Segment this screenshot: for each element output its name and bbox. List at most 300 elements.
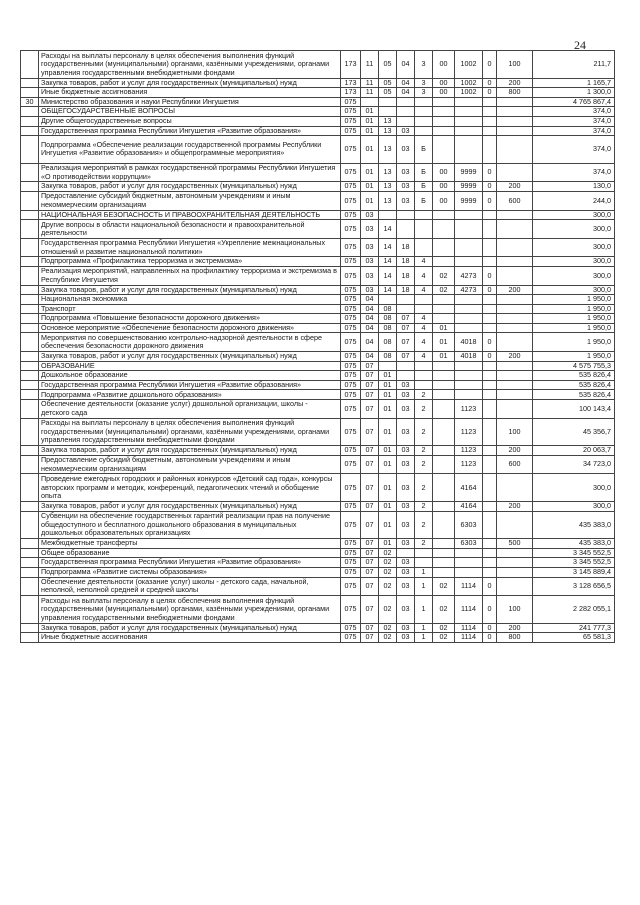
amount: 1 165,7 bbox=[533, 78, 615, 88]
code-main-activity bbox=[433, 455, 455, 474]
code-subsection: 02 bbox=[379, 558, 397, 568]
amount: 211,7 bbox=[533, 51, 615, 79]
code-direction: 4273 bbox=[455, 285, 483, 295]
code-main-activity bbox=[433, 136, 455, 164]
code-zero bbox=[483, 210, 497, 220]
code-program bbox=[397, 548, 415, 558]
code-subsection: 13 bbox=[379, 182, 397, 192]
code-subsection: 14 bbox=[379, 266, 397, 285]
table-row bbox=[21, 210, 615, 220]
amount: 1 950,0 bbox=[533, 314, 615, 324]
code-grbs: 075 bbox=[341, 210, 361, 220]
code-grbs: 173 bbox=[341, 78, 361, 88]
code-zero bbox=[483, 126, 497, 136]
row-number bbox=[21, 285, 39, 295]
amount: 20 063,7 bbox=[533, 446, 615, 456]
row-number bbox=[21, 371, 39, 381]
code-subprogram bbox=[415, 116, 433, 126]
code-main-activity bbox=[433, 257, 455, 267]
code-program: 03 bbox=[397, 596, 415, 624]
code-section: 07 bbox=[361, 558, 379, 568]
amount: 374,0 bbox=[533, 107, 615, 117]
code-zero: 0 bbox=[483, 333, 497, 352]
expense-name: Обеспечение деятельности (оказание услуг) дошкольной организации, школы - детского сада bbox=[39, 400, 341, 419]
code-program bbox=[397, 304, 415, 314]
code-subsection bbox=[379, 97, 397, 107]
code-section: 04 bbox=[361, 295, 379, 305]
row-number bbox=[21, 323, 39, 333]
code-expense-type bbox=[497, 333, 533, 352]
code-section: 07 bbox=[361, 371, 379, 381]
expense-name: Государственная программа Республики Ингушетия «Развитие образования» bbox=[39, 380, 341, 390]
code-expense-type bbox=[497, 323, 533, 333]
code-zero bbox=[483, 257, 497, 267]
row-number bbox=[21, 446, 39, 456]
code-grbs: 075 bbox=[341, 182, 361, 192]
amount: 1 300,0 bbox=[533, 88, 615, 98]
amount: 2 282 055,1 bbox=[533, 596, 615, 624]
code-subsection: 01 bbox=[379, 539, 397, 549]
amount: 4 765 867,4 bbox=[533, 97, 615, 107]
code-section: 03 bbox=[361, 210, 379, 220]
table-row bbox=[21, 295, 615, 305]
code-main-activity: 01 bbox=[433, 333, 455, 352]
expense-name: Подпрограмма «Повышение безопасности дорожного движения» bbox=[39, 314, 341, 324]
code-subprogram: Б bbox=[415, 136, 433, 164]
code-subsection: 01 bbox=[379, 502, 397, 512]
code-grbs: 075 bbox=[341, 238, 361, 257]
code-zero: 0 bbox=[483, 633, 497, 643]
code-zero bbox=[483, 446, 497, 456]
code-direction bbox=[455, 304, 483, 314]
code-direction: 1114 bbox=[455, 596, 483, 624]
expense-name: Закупка товаров, работ и услуг для государственных (муниципальных) нужд bbox=[39, 285, 341, 295]
code-subsection: 01 bbox=[379, 511, 397, 539]
code-zero: 0 bbox=[483, 163, 497, 182]
code-grbs: 075 bbox=[341, 126, 361, 136]
row-number bbox=[21, 333, 39, 352]
amount: 300,0 bbox=[533, 502, 615, 512]
code-expense-type bbox=[497, 257, 533, 267]
code-expense-type bbox=[497, 400, 533, 419]
code-program: 07 bbox=[397, 333, 415, 352]
row-number bbox=[21, 596, 39, 624]
amount: 1 950,0 bbox=[533, 304, 615, 314]
code-expense-type bbox=[497, 314, 533, 324]
code-program bbox=[397, 107, 415, 117]
code-main-activity bbox=[433, 548, 455, 558]
code-direction bbox=[455, 567, 483, 577]
code-zero bbox=[483, 390, 497, 400]
code-grbs: 075 bbox=[341, 502, 361, 512]
table-row bbox=[21, 352, 615, 362]
code-direction bbox=[455, 220, 483, 239]
code-subsection: 13 bbox=[379, 163, 397, 182]
code-subsection: 08 bbox=[379, 352, 397, 362]
row-number bbox=[21, 511, 39, 539]
code-direction bbox=[455, 361, 483, 371]
code-expense-type bbox=[497, 380, 533, 390]
amount: 300,0 bbox=[533, 474, 615, 502]
row-number bbox=[21, 210, 39, 220]
code-grbs: 075 bbox=[341, 220, 361, 239]
code-main-activity bbox=[433, 400, 455, 419]
code-expense-type: 100 bbox=[497, 51, 533, 79]
code-subsection: 01 bbox=[379, 474, 397, 502]
amount: 100 143,4 bbox=[533, 400, 615, 419]
code-main-activity bbox=[433, 116, 455, 126]
amount: 300,0 bbox=[533, 238, 615, 257]
code-program: 18 bbox=[397, 238, 415, 257]
expense-name: ОБЩЕГОСУДАРСТВЕННЫЕ ВОПРОСЫ bbox=[39, 107, 341, 117]
code-main-activity bbox=[433, 220, 455, 239]
code-direction: 9999 bbox=[455, 182, 483, 192]
code-program: 04 bbox=[397, 78, 415, 88]
code-expense-type bbox=[497, 220, 533, 239]
code-main-activity: 00 bbox=[433, 182, 455, 192]
code-zero bbox=[483, 361, 497, 371]
table-row bbox=[21, 182, 615, 192]
code-section: 11 bbox=[361, 51, 379, 79]
code-subprogram: 4 bbox=[415, 314, 433, 324]
expense-name: Субвенции на обеспечение государственных гарантий реализации прав на получение общедоступного и бесплатного дошкольного образования в муниципальных дошкольных образовательных организациях bbox=[39, 511, 341, 539]
table-row bbox=[21, 633, 615, 643]
code-direction bbox=[455, 126, 483, 136]
code-zero bbox=[483, 539, 497, 549]
row-number bbox=[21, 361, 39, 371]
table-row bbox=[21, 418, 615, 446]
amount: 535 826,4 bbox=[533, 380, 615, 390]
code-main-activity: 02 bbox=[433, 623, 455, 633]
code-zero: 0 bbox=[483, 182, 497, 192]
expense-name: Другие общегосударственные вопросы bbox=[39, 116, 341, 126]
expense-name: Дошкольное образование bbox=[39, 371, 341, 381]
expense-name: Закупка товаров, работ и услуг для государственных (муниципальных) нужд bbox=[39, 182, 341, 192]
amount: 34 723,0 bbox=[533, 455, 615, 474]
code-grbs: 075 bbox=[341, 314, 361, 324]
row-number bbox=[21, 78, 39, 88]
row-number bbox=[21, 107, 39, 117]
code-program: 03 bbox=[397, 623, 415, 633]
code-subsection bbox=[379, 361, 397, 371]
code-subprogram: 1 bbox=[415, 577, 433, 596]
code-subprogram bbox=[415, 304, 433, 314]
code-zero bbox=[483, 567, 497, 577]
code-subsection: 01 bbox=[379, 380, 397, 390]
expense-name: Закупка товаров, работ и услуг для государственных (муниципальных) нужд bbox=[39, 502, 341, 512]
code-subprogram bbox=[415, 361, 433, 371]
expense-name: Закупка товаров, работ и услуг для государственных (муниципальных) нужд bbox=[39, 78, 341, 88]
code-grbs: 075 bbox=[341, 191, 361, 210]
code-program: 03 bbox=[397, 446, 415, 456]
code-section: 11 bbox=[361, 78, 379, 88]
code-expense-type bbox=[497, 97, 533, 107]
code-program bbox=[397, 371, 415, 381]
amount: 300,0 bbox=[533, 285, 615, 295]
row-number bbox=[21, 238, 39, 257]
expense-name: Расходы на выплаты персоналу в целях обеспечения выполнения функций государственными (муниципальными) органами, казёнными учреждениями, органами управления государственными внебюджетными фондами bbox=[39, 596, 341, 624]
code-subsection: 13 bbox=[379, 136, 397, 164]
row-number bbox=[21, 314, 39, 324]
code-grbs: 075 bbox=[341, 116, 361, 126]
table-row bbox=[21, 623, 615, 633]
code-subsection: 02 bbox=[379, 567, 397, 577]
code-subprogram: 4 bbox=[415, 285, 433, 295]
code-subsection: 01 bbox=[379, 455, 397, 474]
amount: 374,0 bbox=[533, 116, 615, 126]
expense-name: Основное мероприятие «Обеспечение безопасности дорожного движения» bbox=[39, 323, 341, 333]
code-main-activity: 00 bbox=[433, 78, 455, 88]
code-zero bbox=[483, 220, 497, 239]
code-zero: 0 bbox=[483, 352, 497, 362]
code-section: 07 bbox=[361, 361, 379, 371]
code-main-activity bbox=[433, 314, 455, 324]
table-row bbox=[21, 539, 615, 549]
code-program: 07 bbox=[397, 323, 415, 333]
code-section: 01 bbox=[361, 126, 379, 136]
row-number bbox=[21, 558, 39, 568]
code-expense-type: 200 bbox=[497, 182, 533, 192]
row-number bbox=[21, 88, 39, 98]
code-subprogram bbox=[415, 295, 433, 305]
code-grbs: 075 bbox=[341, 567, 361, 577]
code-section: 07 bbox=[361, 623, 379, 633]
code-subsection: 02 bbox=[379, 633, 397, 643]
code-direction bbox=[455, 107, 483, 117]
code-subsection: 14 bbox=[379, 220, 397, 239]
code-expense-type: 200 bbox=[497, 502, 533, 512]
expense-name: Государственная программа Республики Ингушетия «Развитие образования» bbox=[39, 126, 341, 136]
code-zero bbox=[483, 97, 497, 107]
expense-name: Государственная программа Республики Ингушетия «Развитие образования» bbox=[39, 558, 341, 568]
code-program: 18 bbox=[397, 257, 415, 267]
table-row bbox=[21, 380, 615, 390]
table-row bbox=[21, 371, 615, 381]
code-section: 01 bbox=[361, 191, 379, 210]
code-direction bbox=[455, 380, 483, 390]
code-subprogram: 2 bbox=[415, 390, 433, 400]
code-expense-type: 100 bbox=[497, 596, 533, 624]
code-subprogram: Б bbox=[415, 182, 433, 192]
code-grbs: 075 bbox=[341, 558, 361, 568]
code-section: 01 bbox=[361, 136, 379, 164]
amount: 3 345 552,5 bbox=[533, 548, 615, 558]
code-grbs: 075 bbox=[341, 333, 361, 352]
code-main-activity: 00 bbox=[433, 163, 455, 182]
code-section: 07 bbox=[361, 511, 379, 539]
expense-name: Мероприятия по совершенствованию контрольно-надзорной деятельности в сфере обеспечения безопасности дорожного движения bbox=[39, 333, 341, 352]
code-expense-type bbox=[497, 371, 533, 381]
table-row bbox=[21, 257, 615, 267]
code-subprogram bbox=[415, 210, 433, 220]
code-main-activity bbox=[433, 474, 455, 502]
code-program: 03 bbox=[397, 511, 415, 539]
code-section: 07 bbox=[361, 577, 379, 596]
code-subsection: 14 bbox=[379, 285, 397, 295]
code-zero: 0 bbox=[483, 596, 497, 624]
table-row bbox=[21, 558, 615, 568]
table-row bbox=[21, 314, 615, 324]
code-section: 11 bbox=[361, 88, 379, 98]
code-section: 07 bbox=[361, 548, 379, 558]
expense-name: Иные бюджетные ассигнования bbox=[39, 88, 341, 98]
code-program: 03 bbox=[397, 126, 415, 136]
code-main-activity bbox=[433, 390, 455, 400]
row-number bbox=[21, 163, 39, 182]
code-subprogram: 4 bbox=[415, 323, 433, 333]
code-program: 03 bbox=[397, 539, 415, 549]
table-row bbox=[21, 136, 615, 164]
code-program: 03 bbox=[397, 191, 415, 210]
code-zero bbox=[483, 400, 497, 419]
code-grbs: 075 bbox=[341, 400, 361, 419]
code-section: 04 bbox=[361, 333, 379, 352]
code-subsection: 13 bbox=[379, 116, 397, 126]
code-subsection: 14 bbox=[379, 238, 397, 257]
code-grbs: 075 bbox=[341, 474, 361, 502]
code-direction: 1002 bbox=[455, 88, 483, 98]
code-grbs: 075 bbox=[341, 285, 361, 295]
code-section: 07 bbox=[361, 502, 379, 512]
code-direction: 1123 bbox=[455, 446, 483, 456]
code-zero bbox=[483, 238, 497, 257]
row-number bbox=[21, 418, 39, 446]
code-main-activity bbox=[433, 126, 455, 136]
code-main-activity: 00 bbox=[433, 191, 455, 210]
code-subprogram: 2 bbox=[415, 418, 433, 446]
code-direction bbox=[455, 136, 483, 164]
code-subprogram: 1 bbox=[415, 623, 433, 633]
code-program: 03 bbox=[397, 163, 415, 182]
code-subprogram bbox=[415, 220, 433, 239]
code-main-activity bbox=[433, 539, 455, 549]
table-row bbox=[21, 97, 615, 107]
code-direction: 1114 bbox=[455, 623, 483, 633]
row-number bbox=[21, 257, 39, 267]
code-zero bbox=[483, 136, 497, 164]
expense-name: Общее образование bbox=[39, 548, 341, 558]
code-direction: 1002 bbox=[455, 78, 483, 88]
code-section: 07 bbox=[361, 633, 379, 643]
code-grbs: 075 bbox=[341, 295, 361, 305]
code-expense-type bbox=[497, 577, 533, 596]
amount: 241 777,3 bbox=[533, 623, 615, 633]
code-expense-type bbox=[497, 511, 533, 539]
code-grbs: 075 bbox=[341, 361, 361, 371]
code-grbs: 075 bbox=[341, 446, 361, 456]
table-row bbox=[21, 191, 615, 210]
table-row bbox=[21, 163, 615, 182]
code-subprogram: Б bbox=[415, 163, 433, 182]
code-section: 03 bbox=[361, 238, 379, 257]
expense-name: Межбюджетные трансферты bbox=[39, 539, 341, 549]
expense-name: Иные бюджетные ассигнования bbox=[39, 633, 341, 643]
code-grbs: 075 bbox=[341, 577, 361, 596]
code-direction: 4164 bbox=[455, 474, 483, 502]
code-main-activity: 01 bbox=[433, 323, 455, 333]
amount: 1 950,0 bbox=[533, 333, 615, 352]
expense-name: Предоставление субсидий бюджетным, автономным учреждениям и иным некоммерческим организациям bbox=[39, 191, 341, 210]
row-number bbox=[21, 51, 39, 79]
amount: 4 575 755,3 bbox=[533, 361, 615, 371]
code-expense-type: 200 bbox=[497, 352, 533, 362]
table-row bbox=[21, 400, 615, 419]
table-row bbox=[21, 220, 615, 239]
code-expense-type: 200 bbox=[497, 78, 533, 88]
code-subprogram: Б bbox=[415, 191, 433, 210]
code-program: 03 bbox=[397, 474, 415, 502]
amount: 374,0 bbox=[533, 163, 615, 182]
code-expense-type: 200 bbox=[497, 285, 533, 295]
expense-name: Министерство образования и науки Республики Ингушетия bbox=[39, 97, 341, 107]
code-expense-type: 100 bbox=[497, 418, 533, 446]
code-section: 04 bbox=[361, 352, 379, 362]
code-section: 01 bbox=[361, 116, 379, 126]
code-section: 07 bbox=[361, 400, 379, 419]
code-expense-type bbox=[497, 116, 533, 126]
code-subprogram bbox=[415, 558, 433, 568]
code-subprogram: 1 bbox=[415, 567, 433, 577]
row-number bbox=[21, 304, 39, 314]
table-row bbox=[21, 502, 615, 512]
code-zero bbox=[483, 511, 497, 539]
amount: 300,0 bbox=[533, 210, 615, 220]
row-number bbox=[21, 400, 39, 419]
code-section: 07 bbox=[361, 390, 379, 400]
table-row bbox=[21, 511, 615, 539]
amount: 3 128 656,5 bbox=[533, 577, 615, 596]
code-program: 03 bbox=[397, 400, 415, 419]
row-number bbox=[21, 191, 39, 210]
row-number bbox=[21, 474, 39, 502]
code-subsection: 02 bbox=[379, 623, 397, 633]
amount: 435 383,0 bbox=[533, 539, 615, 549]
code-zero bbox=[483, 116, 497, 126]
code-direction: 4018 bbox=[455, 352, 483, 362]
amount: 65 581,3 bbox=[533, 633, 615, 643]
table-row bbox=[21, 474, 615, 502]
code-expense-type bbox=[497, 266, 533, 285]
code-subsection bbox=[379, 210, 397, 220]
code-expense-type bbox=[497, 107, 533, 117]
code-section: 04 bbox=[361, 314, 379, 324]
code-zero: 0 bbox=[483, 191, 497, 210]
code-subprogram bbox=[415, 238, 433, 257]
code-expense-type: 600 bbox=[497, 455, 533, 474]
code-zero bbox=[483, 380, 497, 390]
code-expense-type bbox=[497, 238, 533, 257]
page-number: 24 bbox=[574, 38, 586, 52]
expense-name: Реализация мероприятий в рамках государственной программы Республики Ингушетия «О противодействии коррупции» bbox=[39, 163, 341, 182]
table-body bbox=[21, 51, 615, 643]
amount: 535 826,4 bbox=[533, 390, 615, 400]
code-direction: 1123 bbox=[455, 418, 483, 446]
code-grbs: 075 bbox=[341, 97, 361, 107]
expense-name: Подпрограмма «Развитие дошкольного образования» bbox=[39, 390, 341, 400]
code-subprogram bbox=[415, 371, 433, 381]
code-grbs: 173 bbox=[341, 51, 361, 79]
code-grbs: 075 bbox=[341, 371, 361, 381]
code-subprogram: 4 bbox=[415, 333, 433, 352]
code-subprogram bbox=[415, 380, 433, 390]
code-subprogram bbox=[415, 107, 433, 117]
row-number bbox=[21, 548, 39, 558]
expense-name: Подпрограмма «Развитие системы образования» bbox=[39, 567, 341, 577]
table-row bbox=[21, 548, 615, 558]
amount: 300,0 bbox=[533, 220, 615, 239]
code-section: 07 bbox=[361, 455, 379, 474]
code-subsection: 01 bbox=[379, 400, 397, 419]
